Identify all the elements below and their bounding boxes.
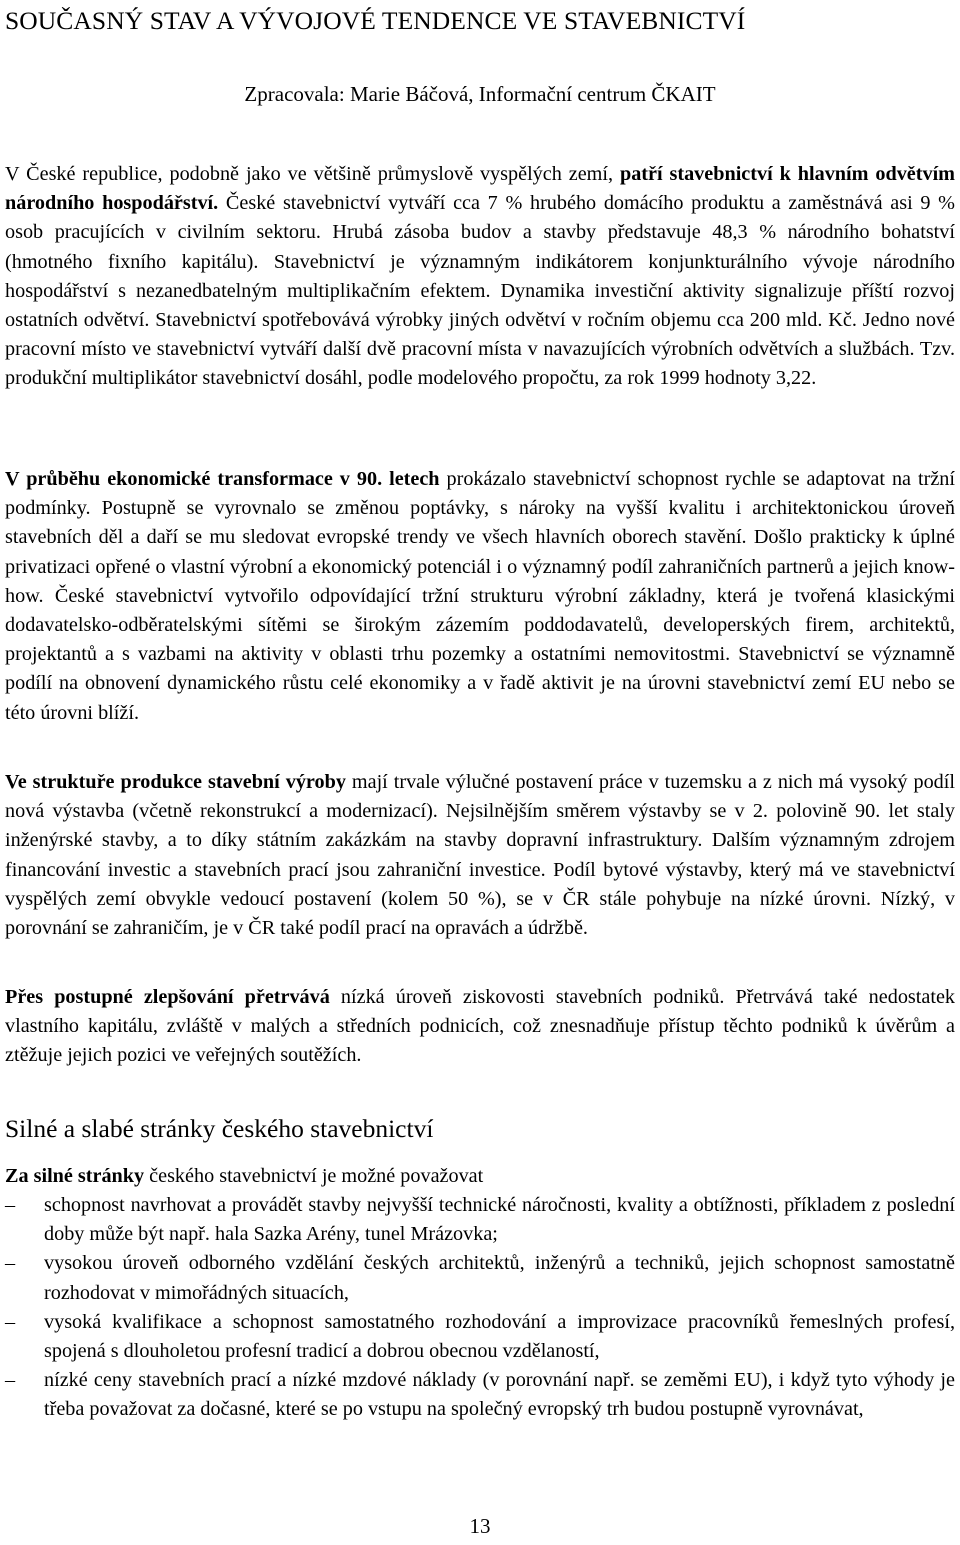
list-item [5, 1366, 955, 1424]
bold-text-run: Ve struktuře produkce stavební výroby [5, 771, 346, 793]
bold-text-run: Za silné stránky [5, 1165, 145, 1187]
author-line: Zpracovala: Marie Báčová, Informační centrum ČKAIT [244, 82, 716, 106]
bold-text-run: patří stavebnictví k hlavním odvětvím národního hospodářství. [5, 163, 955, 215]
list-item [5, 1249, 955, 1307]
paragraph-profitability [5, 983, 955, 1071]
list-item [5, 1308, 955, 1366]
dash-bullet: – [5, 1194, 16, 1216]
dash-bullet: – [5, 1310, 16, 1333]
text-run: mají trvale výlučné postavení práce v tuzemsku a z nich má vysoký podíl nová výstavba (včetně rekonstrukcí a modernizací). Nejsilnějším směrem výstavby se v 2. polovině 90. let staly inženýrské stavby, a to díky státním zakázkám na stavby dopravní infrastruktury. Dalším významným zdrojem financování investic a stavebních prací jsou zahraniční investice. Podíl bytové výstavby, který má ve stavebnictví vyspělých zemí obvykle vedoucí postavení (kolem 50 %), se v ČR stále pohybuje na nízké úrovni. Nízký, v porovnání se zahraničím, je v ČR také podíl prací na opravách a údržbě. [5, 771, 955, 940]
list-item-text: schopnost navrhovat a provádět stavby nejvyšší technické náročnosti, kvality a obtížnosti, příkladem z poslední doby může být např. hala Sazka Arény, tunel Mrázovka; [44, 1194, 955, 1246]
bold-text-run: Přes postupné zlepšování přetrvává [5, 986, 330, 1008]
paragraph-production-structure [5, 768, 955, 943]
text-run: V České republice, podobně jako ve většině průmyslově vyspělých zemí, [5, 163, 620, 185]
strengths-intro [5, 1162, 955, 1191]
strengths-list [5, 1191, 955, 1425]
dash-bullet: – [5, 1369, 16, 1392]
list-item-text: nízké ceny stavebních prací a nízké mzdové náklady (v porovnání např. se zeměmi EU), i když tyto výhody je třeba považovat za dočasné, které se po vstupu na společný evropský trh budou postupně vyrovnávat, [44, 1369, 955, 1421]
text-run: České stavebnictví vytváří cca 7 % hrubého domácího produktu a zaměstnává asi 9 % osob pracujících v civilním sektoru. Hrubá zásoba budov a stavby představuje 48,3 % národního bohatství (hmotného fixního kapitálu). Stavebnictví je významným indikátorem konjunkturálního vývoje národního hospodářství s nezanedbatelným multiplikačním efektem. Dynamika investiční aktivity signalizuje příští rozvoj ostatních odvětví. Stavebnictví spotřebovává výrobky jiných odvětví v ročním objemu cca 200 mld. Kč. Jedno nové pracovní místo ve stavebnictví vytváří další dvě pracovní místa v navazujících výrobních odvětvích a službách. Tzv. produkční multiplikátor stavebnictví dosáhl, podle modelového propočtu, za rok 1999 hodnoty 3,22. [5, 192, 955, 390]
text-run: českého stavebnictví je možné považovat [144, 1165, 484, 1187]
section-heading: Silné a slabé stránky českého stavebnictví [5, 1114, 434, 1143]
text-run: nízká úroveň ziskovosti stavebních podniků. Přetrvává také nedostatek vlastního kapitálu, zvláště v malých a středních podnicích, což znesnadňuje přístup těchto podniků k úvěrům a ztěžuje jejich pozici ve veřejných soutěžích. [5, 986, 955, 1067]
list-item [5, 1191, 955, 1249]
bold-text-run: V průběhu ekonomické transformace v 90. letech [5, 468, 440, 490]
paragraph-economic-transformation [5, 465, 955, 728]
paragraph-construction-overview [5, 160, 955, 394]
page-number: 13 [469, 1514, 491, 1538]
dash-bullet: – [5, 1252, 16, 1275]
list-item-text: vysoká kvalifikace a schopnost samostatného rozhodování a improvizace pracovníků řemeslných profesí, spojená s dlouholetou profesní tradicí a dobrou obecnou vzdělaností, [44, 1310, 955, 1363]
document-title: SOUČASNÝ STAV A VÝVOJOVÉ TENDENCE VE STAVEBNICTVÍ [5, 6, 746, 35]
list-item-text: vysokou úroveň odborného vzdělání českých architektů, inženýrů a techniků, jejich schopnost samostatně rozhodovat v mimořádných situacích, [44, 1252, 955, 1304]
text-run: prokázalo stavebnictví schopnost rychle se adaptovat na tržní podmínky. Postupně se vyrovnalo se změnou poptávky, s nároky na vyšší kvalitu i architektonickou úroveň stavebních děl a daří se mu sledovat evropské trendy ve všech hlavních oborech stavění. Došlo prakticky k úplné privatizaci opřené o vlastní výrobní a ekonomický potenciál i o významný podíl zahraničních partnerů a jejich know-how. České stavebnictví vytvořilo odpovídající tržní strukturu výrobní základny, která je tvořená klasickými dodavatelsko-odběratelskými sítěmi se širokým zázemím poddodavatelů, developerských firem, architektů, projektantů a s vazbami na aktivity v oblasti trhu pozemky a ostatními nemovitostmi. Stavebnictví se významně podílí na obnovení dynamického růstu celé ekonomiky a v řadě aktivit je na úrovni stavebnictví zemí EU nebo se této úrovni blíží. [5, 468, 955, 724]
